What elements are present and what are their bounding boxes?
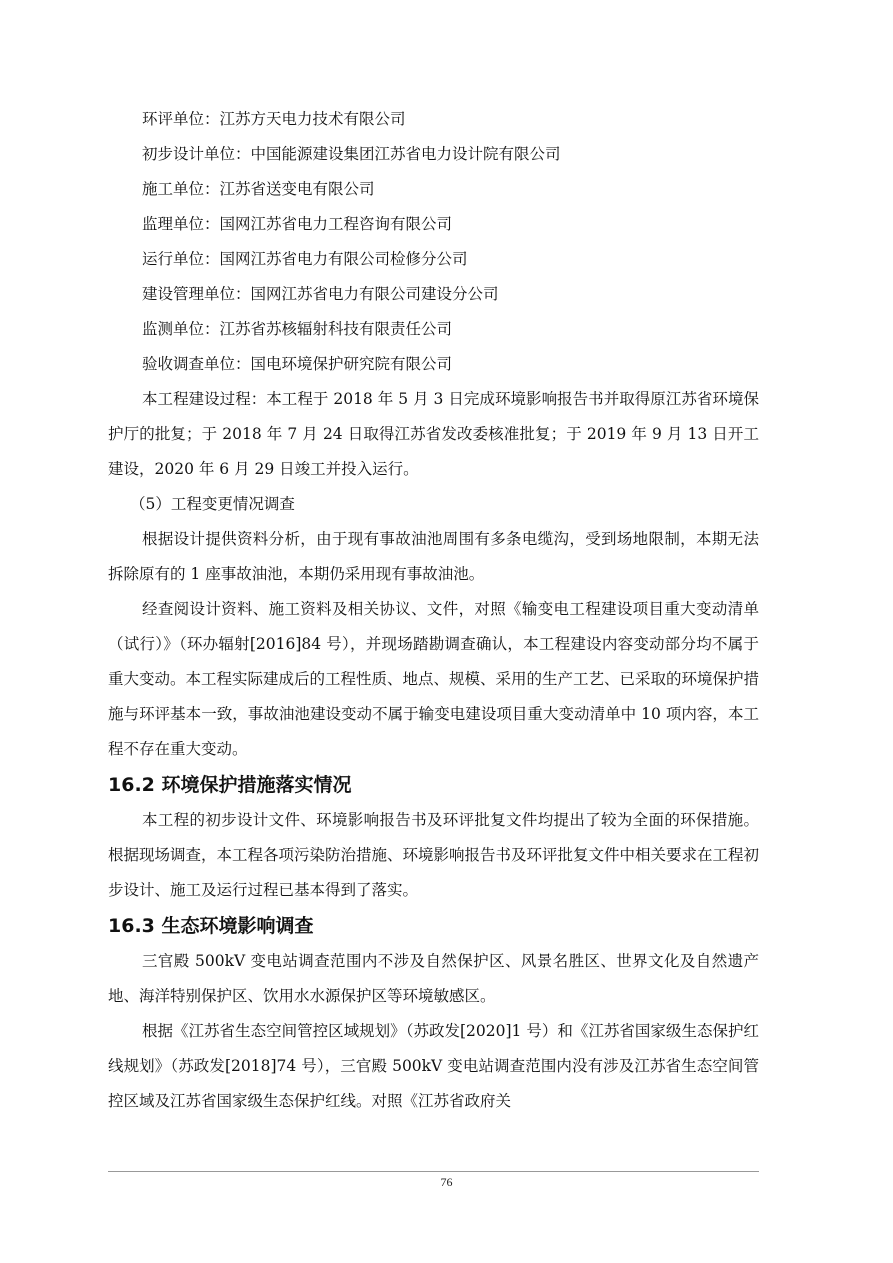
preliminary-design-unit-line: 初步设计单位：中国能源建设集团江苏省电力设计院有限公司 xyxy=(142,145,561,163)
construction-process-paragraph: 本工程建设过程：本工程于 2018 年 5 月 3 日完成环境影响报告书并取得原江苏省环境保护厅的批复；于 2018 年 7 月 24 日取得江苏省发改委核准批复；于 2019 年 9 月 13 日开工建设，2020 年 6 月 29 日竣工并投入运行。 xyxy=(108,390,759,478)
section-16-3-paragraph-2: 根据《江苏省生态空间管控区域规划》（苏政发[2020]1 号）和《江苏省国家级生态保护红线规划》（苏政发[2018]74 号），三官殿 500kV 变电站调查范围内没有涉及江苏省生态空间管控区域及江苏省国家级生态保护红线。对照《江苏省政府关 xyxy=(108,1022,759,1110)
change-paragraph-1: 根据设计提供资料分析，由于现有事故油池周围有多条电缆沟，受到场地限制，本期无法拆除原有的 1 座事故油池，本期仍采用现有事故油池。 xyxy=(108,530,759,583)
operation-unit-line: 运行单位：国网江苏省电力有限公司检修分公司 xyxy=(142,250,468,268)
subsection-5-title: （5）工程变更情况调查 xyxy=(130,495,295,513)
construction-unit-line: 施工单位：江苏省送变电有限公司 xyxy=(142,180,375,198)
section-16-3-heading: 16.3 生态环境影响调查 xyxy=(108,915,314,937)
page-content xyxy=(108,102,759,1119)
construction-management-unit-line: 建设管理单位：国网江苏省电力有限公司建设分公司 xyxy=(142,285,499,303)
page-number: 76 xyxy=(440,1175,453,1189)
supervision-unit-line: 监理单位：国网江苏省电力工程咨询有限公司 xyxy=(142,215,453,233)
monitoring-unit-line: 监测单位：江苏省苏核辐射科技有限责任公司 xyxy=(142,320,453,338)
change-paragraph-2: 经查阅设计资料、施工资料及相关协议、文件，对照《输变电工程建设项目重大变动清单（试行）》（环办辐射[2016]84 号），并现场踏勘调查确认，本工程建设内容变动部分均不属于重大变动。本工程实际建成后的工程性质、地点、规模、采用的生产工艺、已采取的环境保护措施与环评基本一致，事故油池建设变动不属于输变电建设项目重大变动清单中 10 项内容，本工程不存在重大变动。 xyxy=(108,600,760,758)
acceptance-survey-unit-line: 验收调查单位：国电环境保护研究院有限公司 xyxy=(142,355,453,373)
section-16-2-paragraph: 本工程的初步设计文件、环境影响报告书及环评批复文件均提出了较为全面的环保措施。根据现场调查，本工程各项污染防治措施、环境影响报告书及环评批复文件中相关要求在工程初步设计、施工及运行过程已基本得到了落实。 xyxy=(108,811,760,899)
section-16-2-heading: 16.2 环境保护措施落实情况 xyxy=(108,774,352,796)
section-16-3-paragraph-1: 三官殿 500kV 变电站调查范围内不涉及自然保护区、风景名胜区、世界文化及自然遗产地、海洋特别保护区、饮用水水源保护区等环境敏感区。 xyxy=(108,952,759,1005)
eia-unit-line: 环评单位：江苏方天电力技术有限公司 xyxy=(142,110,406,128)
footer-divider xyxy=(108,1171,759,1172)
